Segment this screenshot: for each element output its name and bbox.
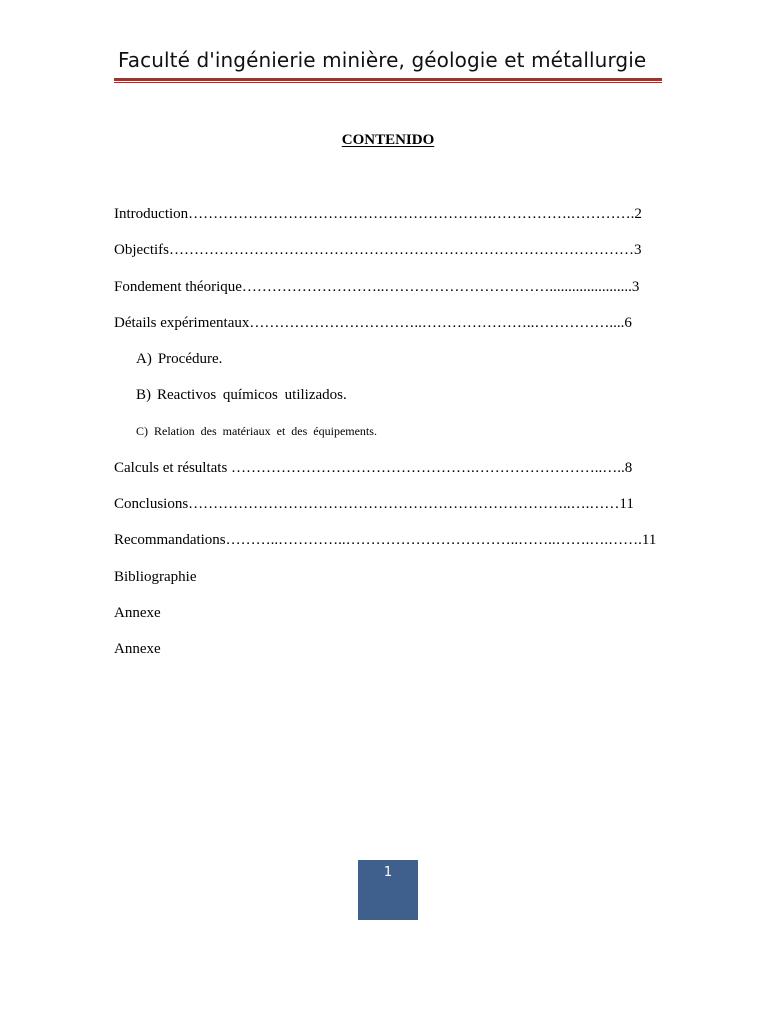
toc-heading: CONTENIDO (341, 132, 435, 148)
toc-entry-calculs: Calculs et résultats ………………………………………….……………………..…..8 (114, 460, 633, 476)
header-title: Faculté d'ingénierie minière, géologie et métallurgie (118, 48, 647, 72)
toc-entry-conclusions: Conclusions…………………………………………………………………..….……11 (114, 496, 634, 512)
toc-subentry-label: Relation des matériaux et des équipements. (154, 424, 377, 438)
toc-subentry-label: Reactivos químicos utilizados. (157, 387, 347, 403)
header-rule (114, 78, 662, 81)
page-number: 1 (383, 865, 393, 880)
toc-subentry-a (136, 350, 222, 368)
page-number-box (358, 860, 418, 920)
toc-subentry-marker: C) (136, 424, 148, 438)
toc-entry-objectifs: Objectifs…………………………………………………………………………………3 (114, 242, 642, 258)
toc-entry-annexe-1: Annexe (114, 605, 161, 621)
toc-entry-fondement: Fondement théorique………………………..……………………………......................3 (114, 279, 640, 295)
toc-subentry-marker: B) (136, 387, 151, 403)
toc-subentry-label: Procédure. (157, 351, 223, 367)
toc-entry-bibliographie: Bibliographie (114, 569, 197, 585)
header-rule-thin (114, 82, 662, 83)
toc-entry-annexe-2: Annexe (114, 641, 161, 657)
toc-subentry-marker: A) (136, 351, 152, 367)
toc-subentry-b (136, 386, 347, 404)
toc-entry-introduction: Introduction…………………………………………………….…………….………….2 (114, 206, 642, 222)
toc-entry-recommandations: Recommandations………..…………..……………………………..……..…….….…….11 (114, 532, 657, 548)
toc-subentry-c (136, 422, 377, 440)
toc-entry-details: Détails expérimentaux……………………………..…………………..……………....6 (114, 315, 632, 331)
